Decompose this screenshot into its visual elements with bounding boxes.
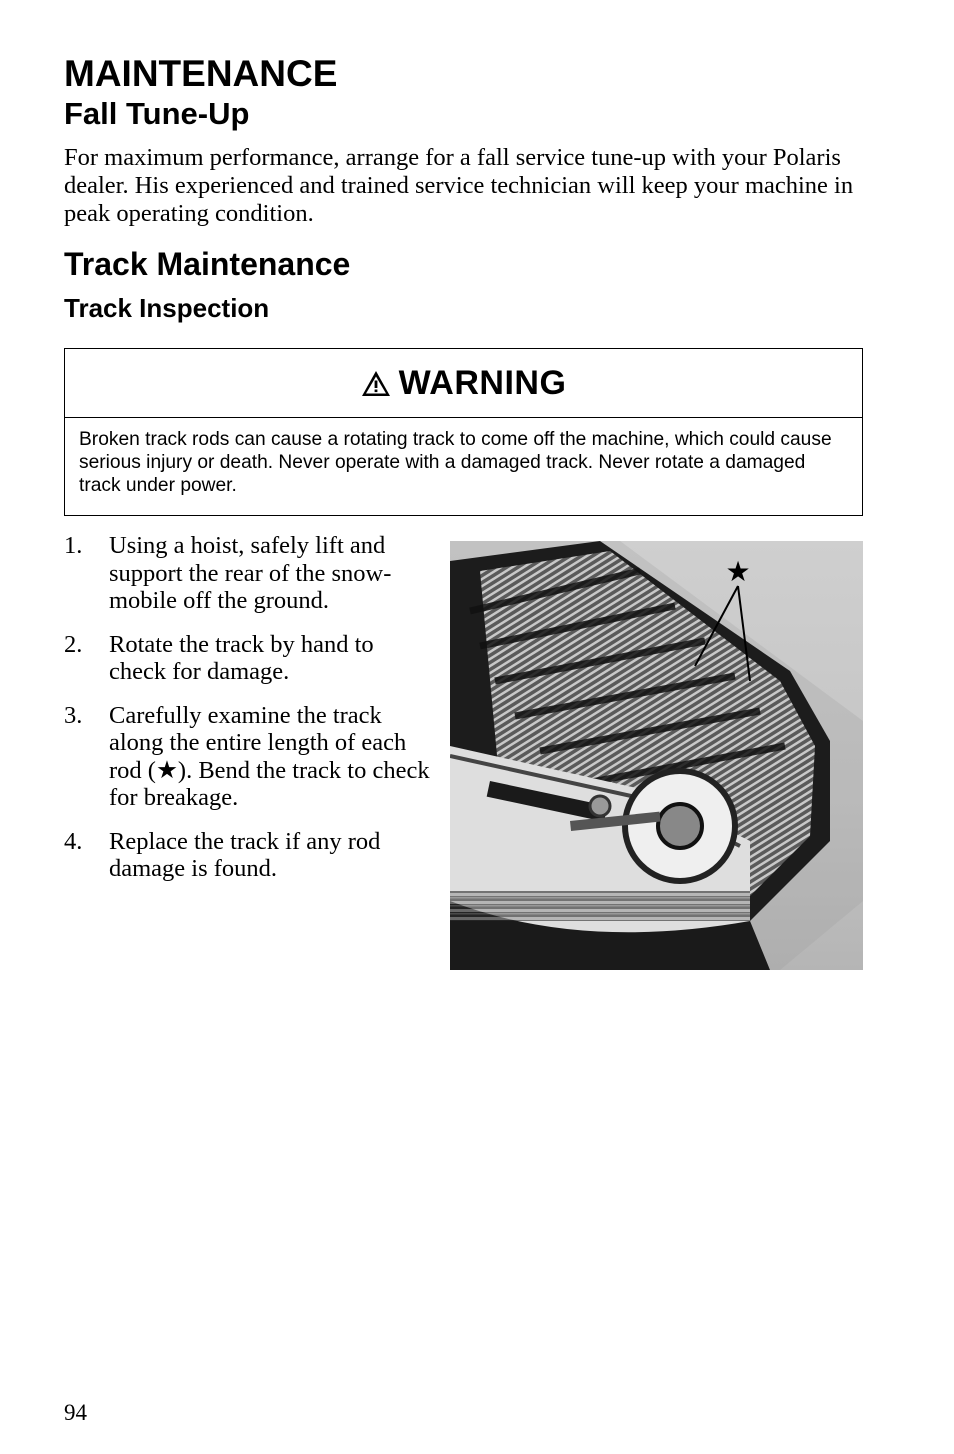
step-number: 2.	[64, 630, 83, 658]
track-maintenance-heading: Track Maintenance	[64, 246, 351, 282]
step-text: Rotate the track by hand to check for damage.	[109, 630, 374, 685]
page-title: MAINTENANCE	[64, 53, 338, 94]
warning-box	[64, 348, 863, 516]
step-text: Carefully examine the track along the entire length of each rod (★). Bend the track to check for breakage.	[109, 701, 430, 811]
step-number: 4.	[64, 827, 83, 855]
warning-header	[65, 349, 862, 418]
fall-tune-up-paragraph: For maximum performance, arrange for a fall service tune-up with your Polaris dealer. His experienced and trained service technician will keep your machine in peak operating condition.	[64, 144, 854, 227]
warning-title: WARNING	[398, 363, 567, 402]
page-number: 94	[64, 1400, 87, 1425]
step-number: 1.	[64, 532, 83, 559]
list-item	[64, 828, 434, 883]
list-item	[64, 702, 434, 812]
list-item	[64, 631, 434, 686]
callout-star: ★	[725, 555, 751, 588]
step-number: 3.	[64, 701, 83, 729]
track-photo	[450, 541, 863, 970]
inspection-steps-list	[64, 532, 434, 899]
list-item	[64, 532, 434, 615]
warning-text: Broken track rods can cause a rotating track to come off the machine, which could cause serious injury or death. Never operate with a damaged track. Never rotate a damaged track under power.	[79, 429, 832, 496]
step-text: Replace the track if any rod damage is found.	[109, 827, 381, 882]
step-text: Using a hoist, safely lift and support the rear of the snow-mobile off the ground.	[109, 532, 392, 614]
track-inspection-heading: Track Inspection	[64, 293, 270, 323]
warning-triangle-icon	[361, 370, 391, 397]
fall-tune-up-heading: Fall Tune-Up	[64, 96, 250, 131]
